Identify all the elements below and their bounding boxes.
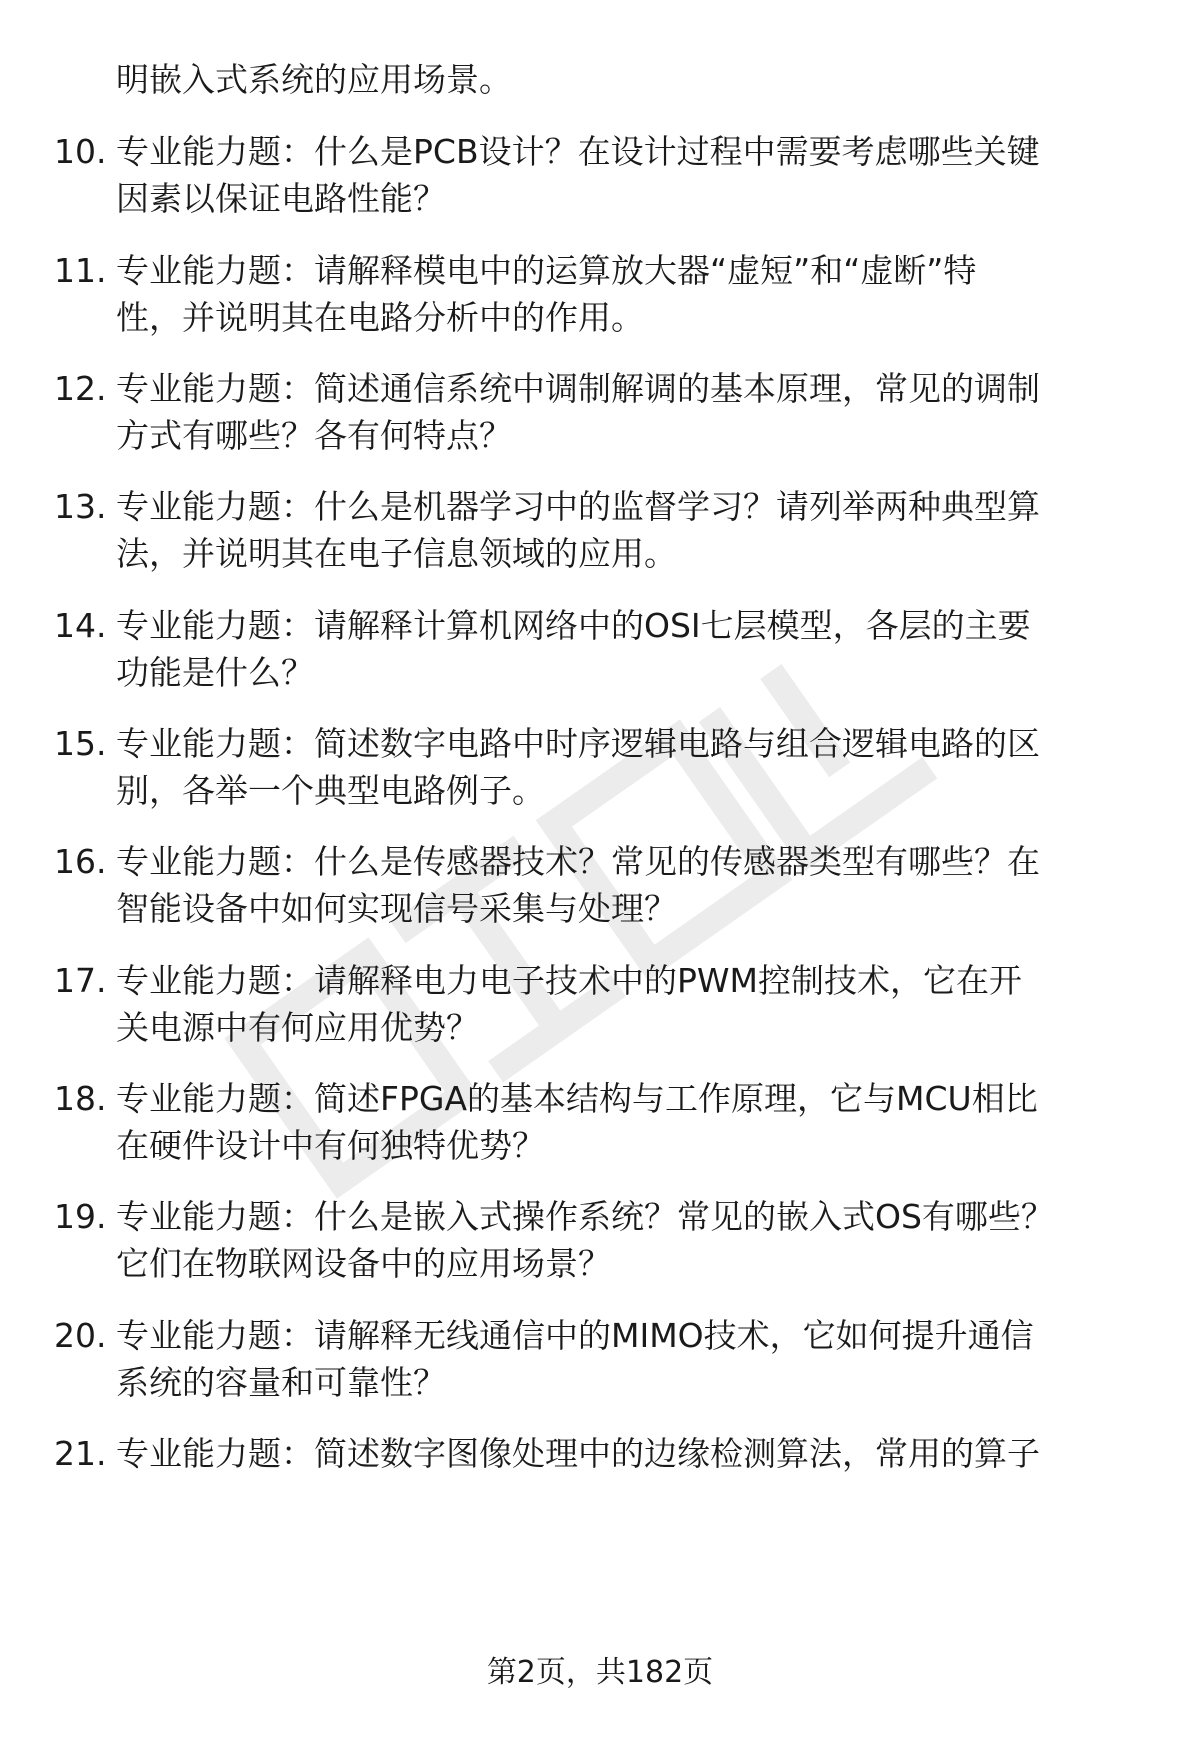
question-line: 在硬件设计中有何独特优势？ (116, 1126, 545, 1165)
page-footer: 第2页，共182页 (486, 1655, 714, 1690)
question-line: 别，各举一个典型电路例子。 (116, 771, 545, 810)
question-number: 21. (54, 1434, 107, 1473)
question-number: 18. (54, 1079, 107, 1118)
question-line: 专业能力题：什么是传感器技术？常见的传感器类型有哪些？在 (116, 842, 1040, 881)
question-line: 智能设备中如何实现信号采集与处理？ (116, 889, 677, 928)
question-line: 专业能力题：请解释计算机网络中的OSI七层模型，各层的主要 (116, 606, 1031, 645)
question-number: 17. (54, 961, 107, 1000)
question-line: 方式有哪些？各有何特点？ (116, 416, 512, 455)
question-number: 11. (54, 251, 107, 290)
question-number: 14. (54, 606, 107, 645)
question-number: 16. (54, 842, 107, 881)
question-line: 它们在物联网设备中的应用场景？ (116, 1244, 611, 1283)
question-number: 10. (54, 132, 107, 171)
question-number: 20. (54, 1316, 107, 1355)
question-line: 专业能力题：什么是嵌入式操作系统？常见的嵌入式OS有哪些？ (116, 1197, 1054, 1236)
question-line: 系统的容量和可靠性？ (116, 1363, 446, 1402)
question-number: 12. (54, 369, 107, 408)
question-line: 专业能力题：简述FPGA的基本结构与工作原理，它与MCU相比 (116, 1079, 1038, 1118)
question-line: 专业能力题：什么是PCB设计？在设计过程中需要考虑哪些关键 (116, 132, 1040, 171)
question-number: 19. (54, 1197, 107, 1236)
question-line: 性，并说明其在电路分析中的作用。 (116, 298, 644, 337)
question-line: 专业能力题：请解释无线通信中的MIMO技术，它如何提升通信 (116, 1316, 1034, 1355)
question-line: 专业能力题：简述数字电路中时序逻辑电路与组合逻辑电路的区 (116, 724, 1040, 763)
question-line: 因素以保证电路性能？ (116, 179, 446, 218)
intro-tail-line: 明嵌入式系统的应用场景。 (116, 60, 512, 99)
question-line: 专业能力题：什么是机器学习中的监督学习？请列举两种典型算 (116, 487, 1040, 526)
question-number: 13. (54, 487, 107, 526)
question-line: 专业能力题：简述数字图像处理中的边缘检测算法，常用的算子 (116, 1434, 1040, 1473)
question-line: 法，并说明其在电子信息领域的应用。 (116, 534, 677, 573)
question-line: 功能是什么？ (116, 653, 314, 692)
question-number: 15. (54, 724, 107, 763)
question-line: 专业能力题：简述通信系统中调制解调的基本原理，常见的调制 (116, 369, 1040, 408)
question-line: 专业能力题：请解释模电中的运算放大器“虚短”和“虚断”特 (116, 251, 977, 290)
question-line: 专业能力题：请解释电力电子技术中的PWM控制技术，它在开 (116, 961, 1023, 1000)
question-line: 关电源中有何应用优势？ (116, 1008, 479, 1047)
